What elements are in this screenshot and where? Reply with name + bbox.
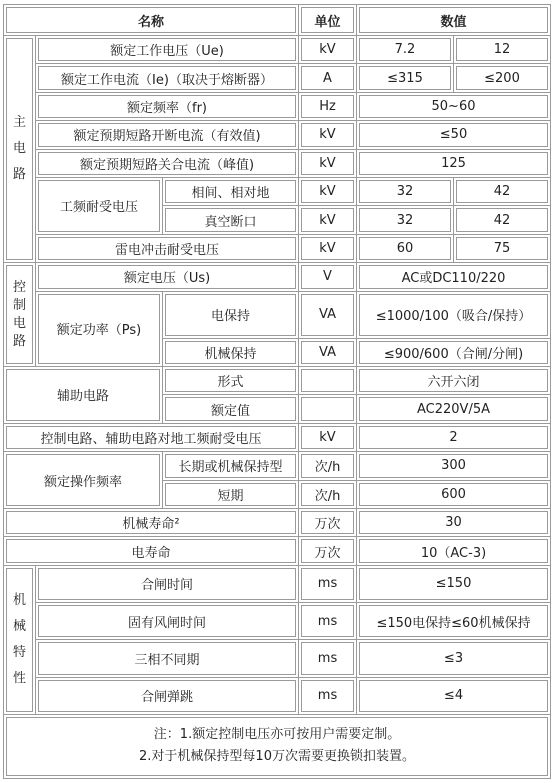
section-control-circuit: 控制 电路 (4, 263, 36, 367)
row-value: 7.2 (357, 36, 454, 64)
table-header-row (4, 5, 551, 36)
row-sublabel: 电保持 (163, 291, 299, 338)
row-sublabel: 长期或机械保持型 (163, 452, 299, 480)
table-row (4, 565, 551, 602)
note-2: 2.对于机械保持型每10万次需要更换锁扣装置。 (139, 749, 415, 765)
table-row (4, 149, 551, 177)
row-label: 额定工作电流（Ie)（取决于熔断器） (36, 64, 299, 92)
row-value: 60 (357, 234, 454, 262)
row-value: ≤150 (357, 565, 551, 602)
row-unit: A (299, 64, 357, 92)
row-unit: kV (299, 206, 357, 234)
row-value: 六开六闭 (357, 366, 551, 394)
row-value: ≤315 (357, 64, 454, 92)
row-label: 机械寿命² (4, 508, 299, 536)
row-value: AC或DC110/220 (357, 263, 551, 291)
row-unit (299, 395, 357, 423)
row-value: ≤900/600（合闸/分闸) (357, 338, 551, 366)
row-sublabel: 短期 (163, 480, 299, 508)
row-value: 600 (357, 480, 551, 508)
row-unit: VA (299, 291, 357, 338)
row-group-label: 工频耐受电压 (36, 178, 163, 235)
row-unit: kV (299, 423, 357, 451)
row-unit: VA (299, 338, 357, 366)
row-value: 75 (454, 234, 551, 262)
row-label: 额定频率（fr) (36, 92, 299, 120)
row-group-label: 辅助电路 (4, 366, 163, 423)
row-value: AC220V/5A (357, 395, 551, 423)
table-row (4, 640, 551, 677)
row-value: 2 (357, 423, 551, 451)
row-value: ≤150电保持≤60机械保持 (357, 603, 551, 640)
row-unit: Hz (299, 92, 357, 120)
table-row (4, 366, 551, 394)
row-value: ≤200 (454, 64, 551, 92)
row-value: ≤50 (357, 121, 551, 149)
notes (4, 714, 551, 778)
section-mechanical: 机 械 特 性 (4, 565, 36, 714)
notes-row (4, 714, 551, 778)
table-row (4, 36, 551, 64)
row-group-label: 额定操作频率 (4, 452, 163, 509)
table-row (4, 92, 551, 120)
row-sublabel: 真空断口 (163, 206, 299, 234)
table-row (4, 603, 551, 640)
note-1: 注：1.额定控制电压亦可按用户需要定制。 (153, 727, 401, 743)
row-label: 合闸弹跳 (36, 677, 299, 714)
header-name: 名称 (4, 5, 299, 36)
row-unit: kV (299, 36, 357, 64)
row-unit: ms (299, 603, 357, 640)
row-unit: 次/h (299, 480, 357, 508)
row-unit: ms (299, 677, 357, 714)
table-row (4, 178, 551, 206)
row-group-label: 额定功率（Ps) (36, 291, 163, 366)
row-unit: ms (299, 640, 357, 677)
spec-table (3, 4, 551, 779)
row-value: ≤4 (357, 677, 551, 714)
row-value: 30 (357, 508, 551, 536)
row-value: 125 (357, 149, 551, 177)
row-value: 32 (357, 206, 454, 234)
row-unit: V (299, 263, 357, 291)
table-row (4, 121, 551, 149)
table-row (4, 263, 551, 291)
row-value: 300 (357, 452, 551, 480)
row-value: ≤1000/100（吸合/保持） (357, 291, 551, 338)
row-unit: 万次 (299, 537, 357, 565)
row-unit: ms (299, 565, 357, 602)
table-row (4, 537, 551, 565)
row-sublabel: 额定值 (163, 395, 299, 423)
row-sublabel: 相间、相对地 (163, 178, 299, 206)
row-label: 三相不同期 (36, 640, 299, 677)
table-row (4, 291, 551, 338)
row-value: 10（AC-3) (357, 537, 551, 565)
table-row (4, 677, 551, 714)
row-unit: kV (299, 234, 357, 262)
row-value: 12 (454, 36, 551, 64)
header-value: 数值 (357, 5, 551, 36)
header-unit: 单位 (299, 5, 357, 36)
row-unit: 万次 (299, 508, 357, 536)
section-main-circuit: 主 电 路 (4, 36, 36, 263)
row-value: 42 (454, 178, 551, 206)
table-row (4, 452, 551, 480)
row-unit: kV (299, 121, 357, 149)
row-value: 32 (357, 178, 454, 206)
table-row (4, 64, 551, 92)
row-label: 控制电路、辅助电路对地工频耐受电压 (4, 423, 299, 451)
row-value: ≤3 (357, 640, 551, 677)
row-label: 额定预期短路开断电流（有效值) (36, 121, 299, 149)
row-value: 50~60 (357, 92, 551, 120)
table-row (4, 508, 551, 536)
row-label: 合闸时间 (36, 565, 299, 602)
row-value: 42 (454, 206, 551, 234)
row-unit (299, 366, 357, 394)
row-sublabel: 形式 (163, 366, 299, 394)
row-label: 额定工作电压（Ue) (36, 36, 299, 64)
row-unit: 次/h (299, 452, 357, 480)
row-label: 额定电压（Us) (36, 263, 299, 291)
row-label: 额定预期短路关合电流（峰值) (36, 149, 299, 177)
row-label: 固有风闸时间 (36, 603, 299, 640)
row-unit: kV (299, 149, 357, 177)
row-label: 电寿命 (4, 537, 299, 565)
row-unit: kV (299, 178, 357, 206)
row-label: 雷电冲击耐受电压 (36, 234, 299, 262)
table-row (4, 234, 551, 262)
row-sublabel: 机械保持 (163, 338, 299, 366)
table-row (4, 423, 551, 451)
